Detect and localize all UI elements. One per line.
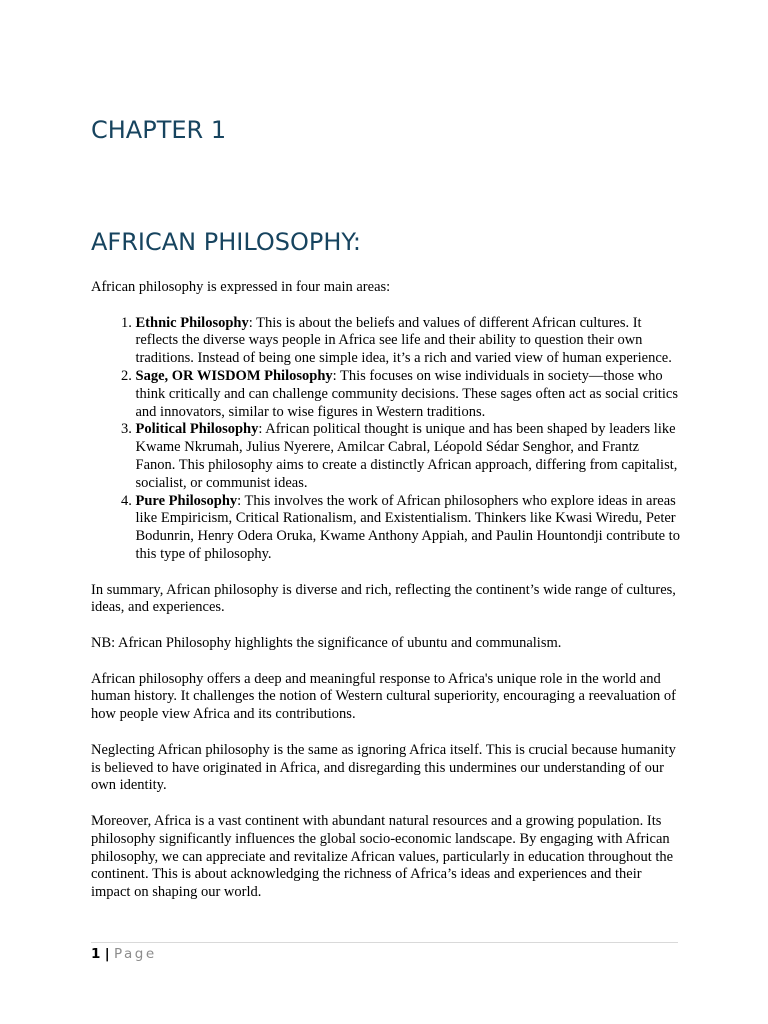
nb-paragraph: NB: African Philosophy highlights the significance of ubuntu and communalism. — [91, 634, 562, 651]
list-item-ethnic-philosophy — [136, 315, 682, 368]
list-item-text: : This focuses on wise individuals in society—those who think critically and can challenge community decisions. These sages often act as social critics and innovators, similar to wise figures in Western traditions. — [135, 367, 678, 420]
list-item-pure-philosophy — [136, 493, 682, 564]
document-body — [91, 279, 681, 920]
list-item-term: Political Philosophy — [135, 421, 259, 438]
philosophy-areas-list — [91, 315, 681, 564]
list-item-text: : African political thought is unique and has been shaped by leaders like Kwame Nkrumah, Julius Nyerere, Amilcar Cabral, Léopold Sédar Senghor, and Frantz Fanon. This philosophy aims to create a distinctly African approach, differing from capitalist, socialist, or communist ideas. — [135, 421, 678, 491]
list-item-text: : This involves the work of African philosophers who explore ideas in areas like Empiricism, Critical Rationalism, and Existentialism. Thinkers like Kwasi Wiredu, Peter Bodunrin, Henry Odera Oruka, Kwame Anthony Appiah, and Paulin Hountondji contribute to this type of philosophy. — [135, 492, 680, 562]
list-item-term: Ethnic Philosophy — [135, 314, 249, 331]
list-item-term: Pure Philosophy — [135, 492, 238, 509]
intro-paragraph: African philosophy is expressed in four main areas: — [91, 279, 391, 295]
section-heading: AFRICAN PHILOSOPHY: — [91, 228, 361, 256]
list-item-sage-philosophy — [136, 368, 682, 421]
moreover-paragraph: Moreover, Africa is a vast continent with abundant natural resources and a growing population. Its philosophy significantly influences the global socio-economic landscape. By engaging with African philosophy, we can appreciate and revitalize African values, particularly in education throughout the continent. This is about acknowledging the richness of Africa’s ideas and experiences and their impact on shaping our world. — [91, 812, 674, 901]
page-number: 1 — [91, 946, 101, 962]
list-item-political-philosophy — [136, 421, 682, 492]
footer-separator: | — [104, 946, 110, 962]
page-footer — [91, 942, 678, 962]
neglect-paragraph: Neglecting African philosophy is the same as ignoring Africa itself. This is crucial because humanity is believed to have originated in Africa, and disregarding this undermines our understanding of our own identity. — [91, 741, 676, 794]
chapter-heading: CHAPTER 1 — [91, 116, 227, 144]
summary-paragraph: In summary, African philosophy is diverse and rich, reflecting the continent’s wide range of cultures, ideas, and experiences. — [91, 581, 676, 616]
page-label: Page — [113, 946, 157, 962]
list-item-term: Sage, OR WISDOM Philosophy — [135, 367, 333, 384]
list-item-text: : This is about the beliefs and values of different African cultures. It reflects the diverse ways people in Africa see life and their ability to question their own traditions. Instead of being one simple idea, it’s a rich and varied view of human experience. — [135, 314, 672, 367]
response-paragraph: African philosophy offers a deep and meaningful response to Africa's unique role in the world and human history. It challenges the notion of Western cultural superiority, encouraging a reevaluation of how people view Africa and its contributions. — [91, 670, 676, 723]
